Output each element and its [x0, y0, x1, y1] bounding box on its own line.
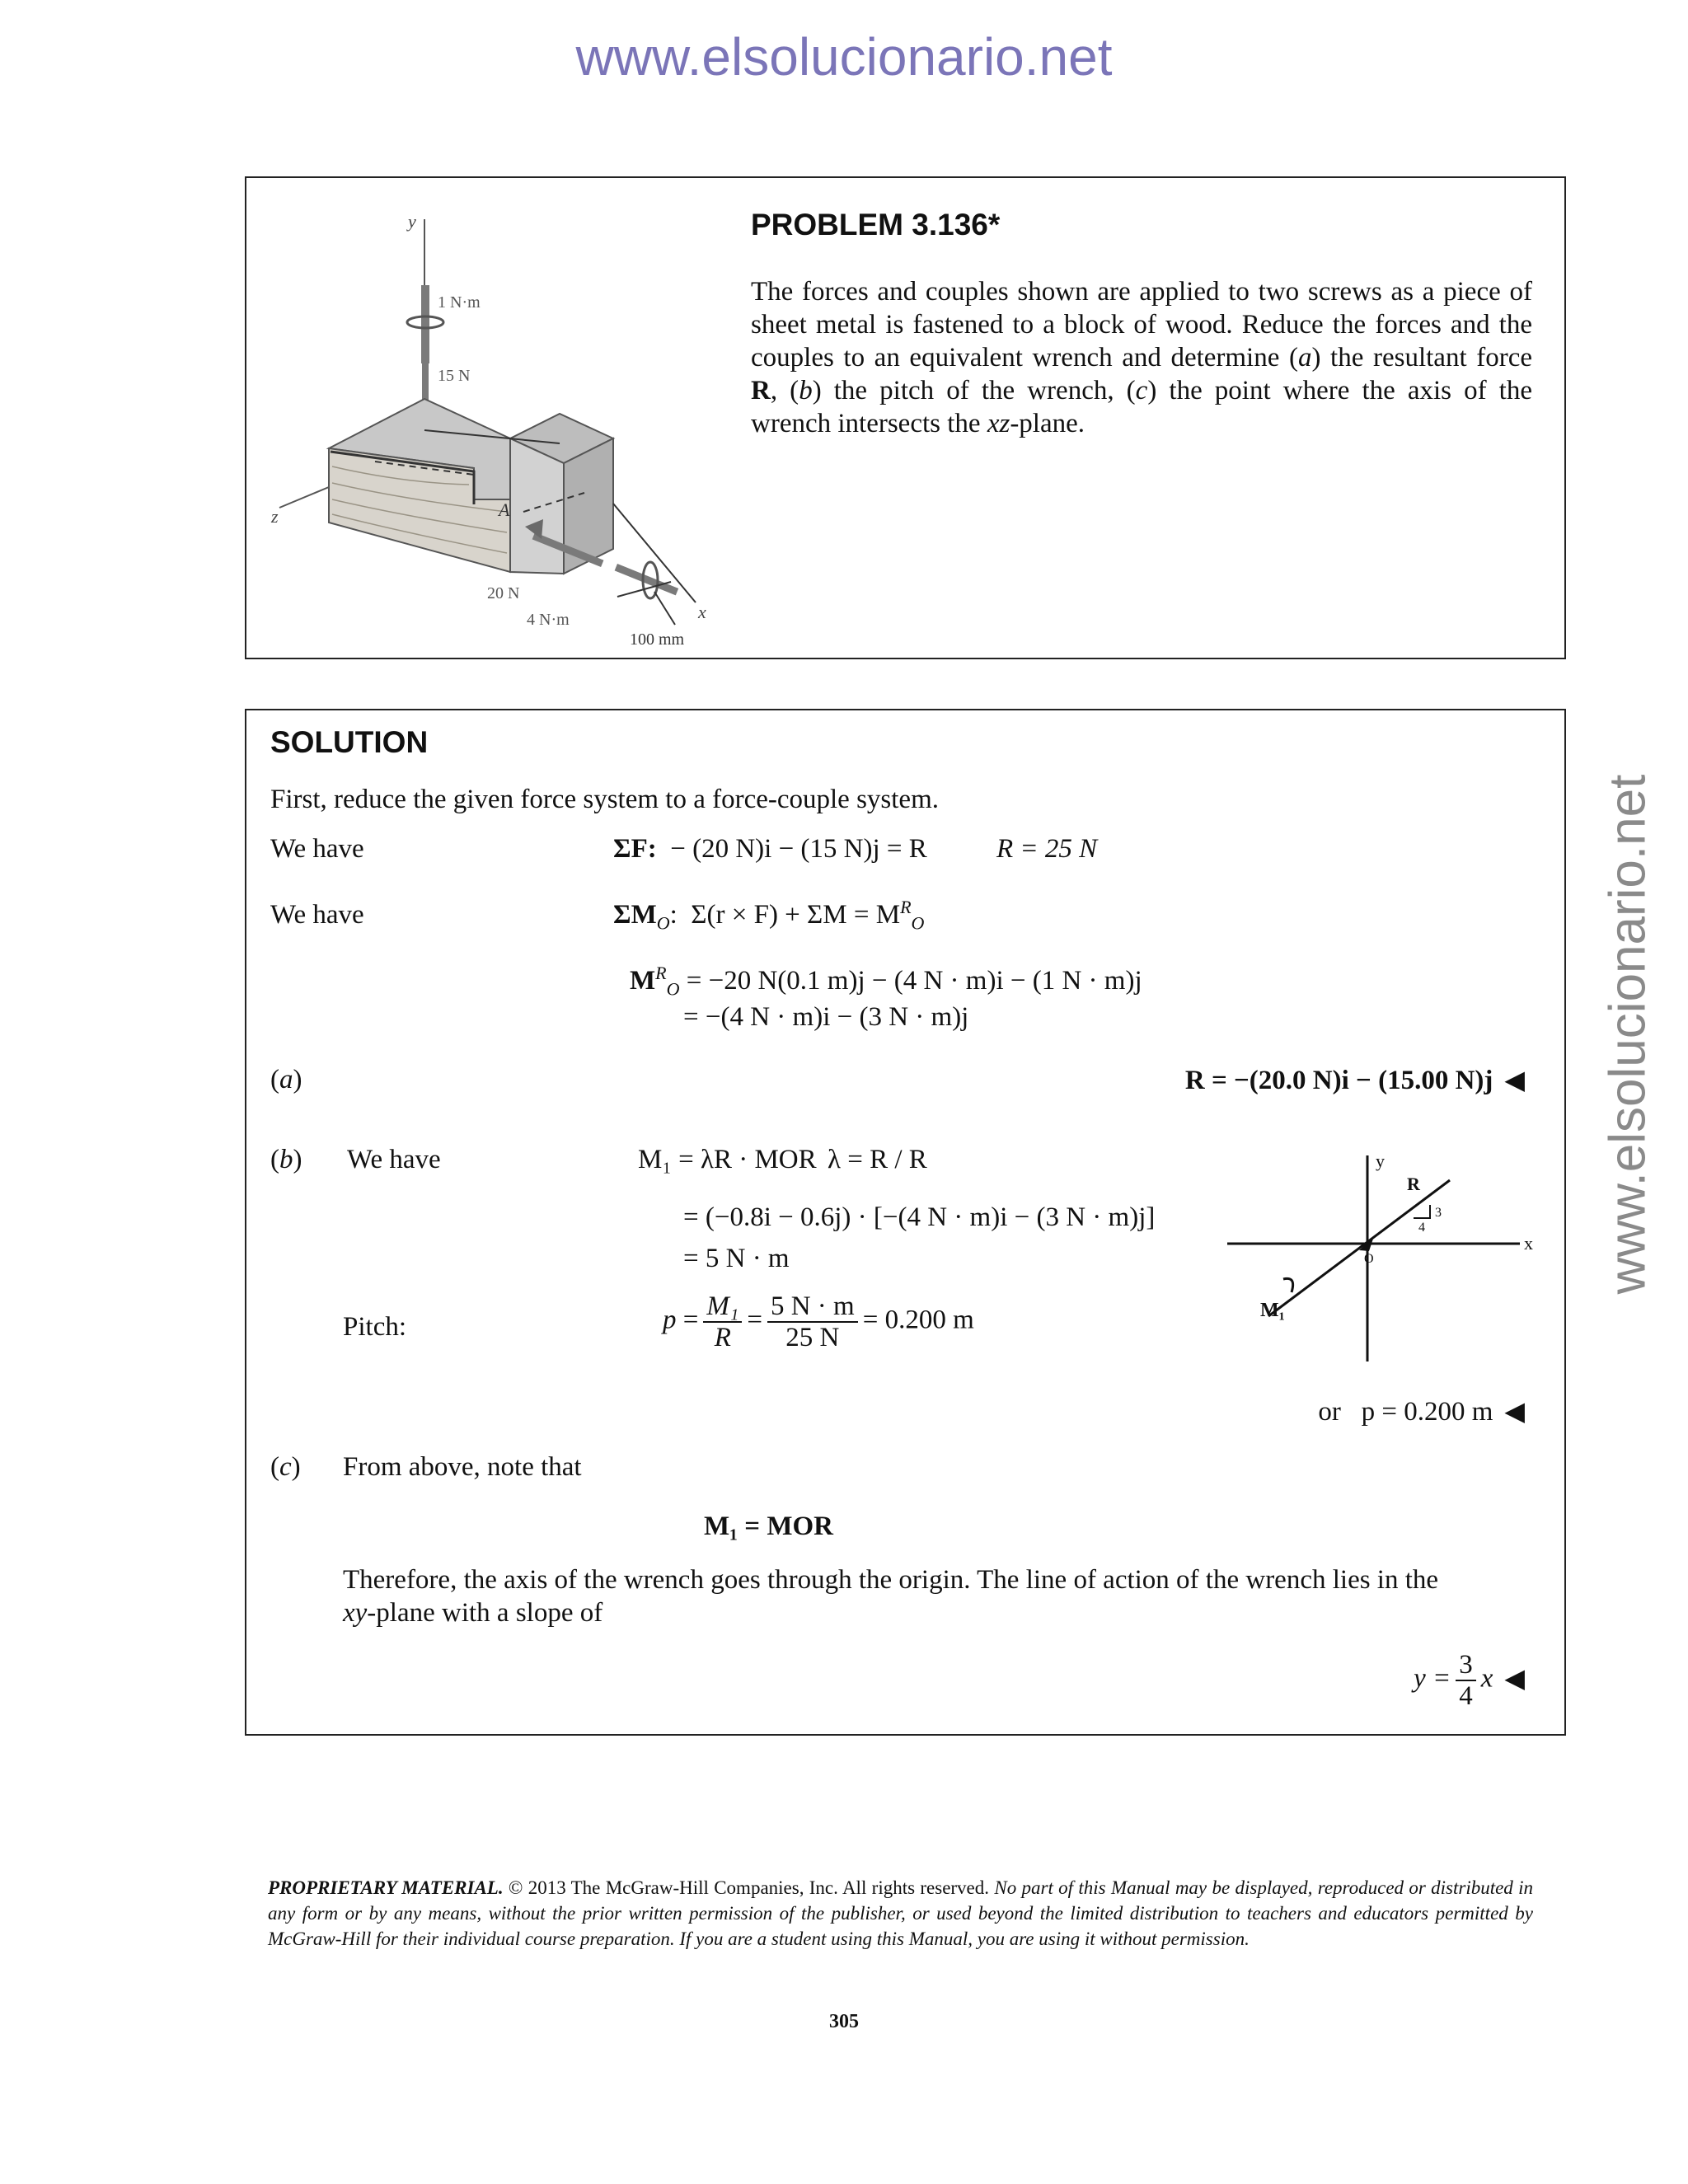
- sketch-R-line: [1268, 1180, 1450, 1316]
- sketch-run-label: 4: [1418, 1221, 1425, 1235]
- M1-definition: M₁ = λR · MOR: [638, 1145, 817, 1174]
- z-axis-label: z: [271, 506, 279, 527]
- problem-box: [245, 176, 1566, 659]
- R-magnitude: R = 25 N: [996, 834, 1098, 864]
- sketch-x-label: x: [1524, 1233, 1533, 1254]
- solution-box: [245, 709, 1566, 1736]
- MO-line-2: = −(4 N · m)i − (3 N · m)j: [683, 1002, 969, 1032]
- sketch-rise-label: 3: [1435, 1206, 1442, 1220]
- c-intro: From above, note that: [343, 1452, 582, 1482]
- y-axis-label: y: [408, 211, 416, 232]
- lambda-definition: λ = R / R: [828, 1145, 927, 1174]
- x-axis-line: [613, 504, 696, 602]
- c-equation: M₁ = MOR: [704, 1511, 833, 1541]
- part-c-label: (c): [270, 1452, 301, 1482]
- result-line: = 5 N · m: [683, 1244, 790, 1273]
- problem-title: PROBLEM 3.136*: [751, 208, 1001, 241]
- wrench-sketch: [1227, 1147, 1573, 1394]
- we-have-3: We have: [347, 1145, 441, 1174]
- watermark-top[interactable]: www.elsolucionario.net: [575, 27, 1113, 87]
- couple-side-shaft: [615, 564, 679, 595]
- answer-marker-icon: ◀: [1504, 1396, 1525, 1426]
- force-top-label: 15 N: [438, 367, 471, 385]
- z-axis-line: [279, 487, 329, 508]
- point-A-label: A: [499, 499, 510, 520]
- problem-statement: The forces and couples shown are applied to two screws as a piece of sheet metal is fastened to a block of wood. Reduce the forces and the couples to an equivalent wrench and determine (a) the resultant force R, (b) the pitch of the wrench, (c) the point where the axis of the wrench intersects the xz-plane.: [751, 277, 1532, 438]
- c-conclusion-1: Therefore, the axis of the wrench goes through the origin. The line of action of the wrench lies in the: [343, 1565, 1439, 1595]
- solution-intro: First, reduce the given force system to a force-couple system.: [270, 785, 939, 814]
- c-conclusion-2: xy-plane with a slope of: [343, 1598, 603, 1628]
- part-a-label: (a): [270, 1065, 302, 1094]
- sketch-origin-label: O: [1364, 1252, 1374, 1266]
- page-number: 305: [829, 2011, 859, 2032]
- answer-marker-icon: ◀: [1504, 1662, 1525, 1693]
- we-have-2: We have: [270, 900, 364, 930]
- part-b-label: (b): [270, 1145, 302, 1174]
- MO-line-1: $M^R_O = -20$ N(0.1 m)j − (4 N · m)i − (1 N · m)j: [630, 963, 1142, 1000]
- pitch-equation: p = $\frac{\text{M₁}}{R}$ = $\frac{5 N \cdot m}{25 N}$ = 0.200 m: [663, 1291, 974, 1352]
- sketch-R-label: R: [1407, 1174, 1420, 1194]
- solution-title: SOLUTION: [270, 725, 429, 759]
- sum-M-equation: $\Sigma M_O$: $\Sigma(r \times F) + \Sigma M = M^R_O$: [613, 897, 925, 934]
- step-front: [510, 438, 564, 574]
- x-axis-label: x: [698, 602, 706, 622]
- answer-c: y = $\frac{3}{4}$ x ◀: [1414, 1650, 1525, 1711]
- sketch-y-label: y: [1376, 1151, 1385, 1171]
- pitch-label: Pitch:: [343, 1312, 407, 1342]
- force-side-label: 20 N: [487, 584, 520, 602]
- watermark-side[interactable]: www.elsolucionario.net: [1599, 774, 1657, 1295]
- dimension-label: 100 mm: [630, 630, 685, 648]
- moment-top-label: 1 N·m: [438, 293, 481, 312]
- sum-F-equation: ΣF: − (20 N)i − (15 N)j = R: [613, 834, 927, 864]
- footer-notice: PROPRIETARY MATERIAL. © 2013 The McGraw-Hill Companies, Inc. All rights reserved. No part of this Manual may be displayed, reproduced or distributed in any form or by any means, without the prior written permission of the publisher, or used beyond the limited distribution to teachers and educators permitted by McGraw-Hill for their individual course preparation. If you are a student using this Manual, you are using it without permission.: [268, 1877, 1534, 1949]
- moment-side-label: 4 N·m: [527, 611, 570, 629]
- dimension-tick: [654, 592, 675, 625]
- answer-a: R = −(20.0 N)i − (15.00 N)j ◀: [1184, 1065, 1525, 1095]
- answer-b: or p = 0.200 m ◀: [1318, 1396, 1525, 1427]
- couple-top-arrow: [421, 285, 429, 363]
- problem-figure: [263, 186, 724, 648]
- sketch-M1-curl: [1283, 1278, 1293, 1292]
- answer-marker-icon: ◀: [1504, 1065, 1525, 1094]
- sketch-M1-label: M₁: [1260, 1300, 1285, 1321]
- dot-product-line: = (−0.8i − 0.6j) · [−(4 N · m)i − (3 N · m)j]: [683, 1202, 1156, 1232]
- we-have-1: We have: [270, 834, 364, 864]
